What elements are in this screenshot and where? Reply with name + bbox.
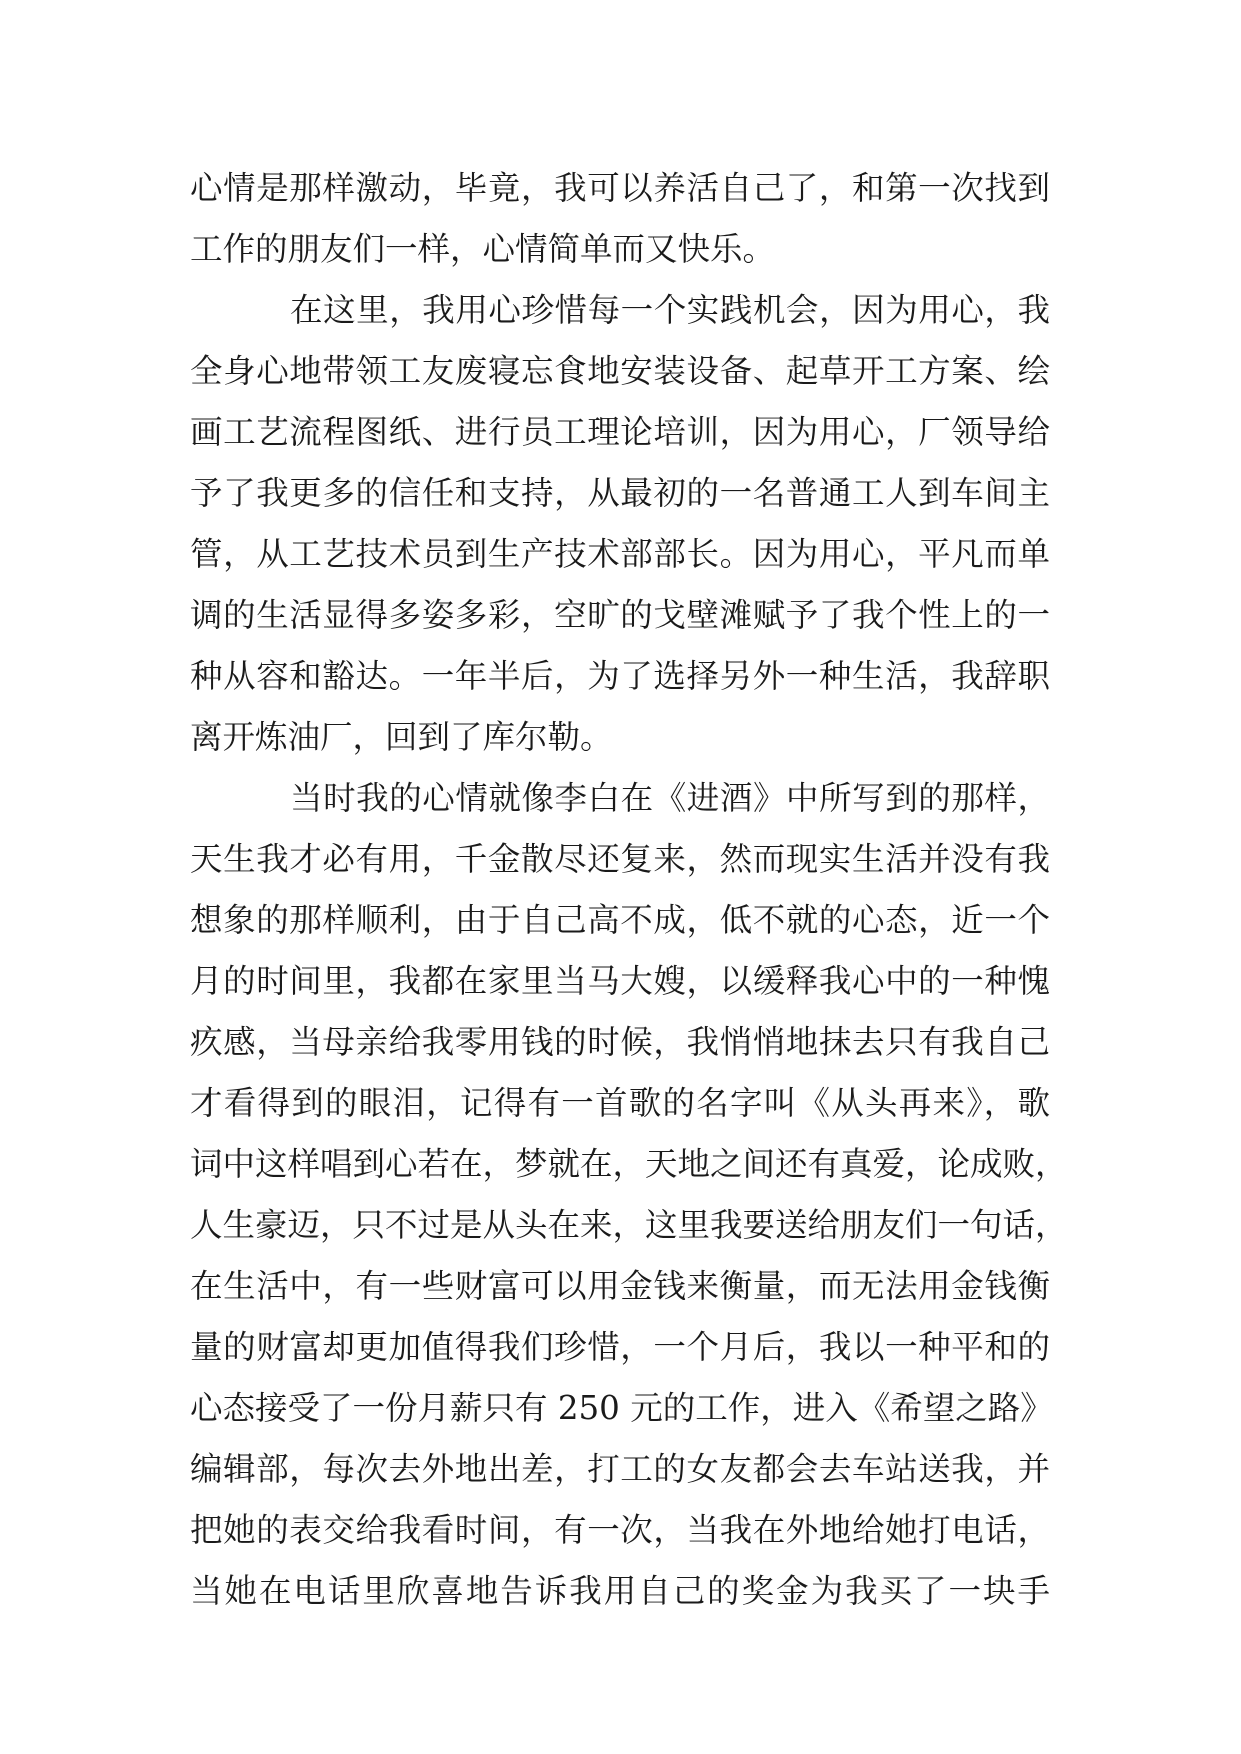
text-line: 把她的表交给我看时间，有一次，当我在外地给她打电话， <box>190 1511 1050 1549</box>
body-text <box>190 158 1068 1622</box>
text-line: 量的财富却更加值得我们珍惜，一个月后，我以一种平和的 <box>190 1328 1050 1366</box>
text-line: 心情是那样激动，毕竟，我可以养活自己了，和第一次找到 <box>190 169 1050 207</box>
text-line: 离开炼油厂，回到了库尔勒。 <box>190 718 613 756</box>
text-line: 予了我更多的信任和支持，从最初的一名普通工人到车间主 <box>190 474 1050 512</box>
text-line: 画工艺流程图纸、进行员工理论培训，因为用心，厂领导给 <box>190 413 1050 451</box>
paragraph-first-line: 在这里，我用心珍惜每一个实践机会，因为用心，我 <box>290 291 1050 329</box>
text-line: 工作的朋友们一样，心情简单而又快乐。 <box>190 230 776 268</box>
text-line: 种从容和豁达。一年半后，为了选择另外一种生活，我辞职 <box>190 657 1050 695</box>
text-line: 人生豪迈，只不过是从头在来，这里我要送给朋友们一句话， <box>190 1206 1068 1244</box>
text-line: 才看得到的眼泪，记得有一首歌的名字叫《从头再来》，歌 <box>190 1084 1050 1122</box>
text-line: 月的时间里，我都在家里当马大嫂，以缓释我心中的一种愧 <box>190 962 1050 1000</box>
text-line: 编辑部，每次去外地出差，打工的女友都会去车站送我，并 <box>190 1450 1050 1488</box>
text-line: 管，从工艺技术员到生产技术部部长。因为用心，平凡而单 <box>190 535 1050 573</box>
text-line: 全身心地带领工友废寝忘食地安装设备、起草开工方案、绘 <box>190 352 1050 390</box>
text-line: 调的生活显得多姿多彩，空旷的戈壁滩赋予了我个性上的一 <box>190 596 1050 634</box>
text-line: 天生我才必有用，千金散尽还复来，然而现实生活并没有我 <box>190 840 1050 878</box>
text-line: 想象的那样顺利，由于自己高不成，低不就的心态，近一个 <box>190 901 1050 939</box>
text-line: 疚感，当母亲给我零用钱的时候，我悄悄地抹去只有我自己 <box>190 1023 1050 1061</box>
paragraph-first-line: 当时我的心情就像李白在《进酒》中所写到的那样， <box>290 779 1050 817</box>
text-line: 在生活中，有一些财富可以用金钱来衡量，而无法用金钱衡 <box>190 1267 1050 1305</box>
text-line: 当她在电话里欣喜地告诉我用自己的奖金为我买了一块手 <box>190 1572 1050 1610</box>
text-line: 词中这样唱到心若在，梦就在，天地之间还有真爱，论成败， <box>190 1145 1068 1183</box>
text-line: 心态接受了一份月薪只有 250 元的工作，进入《希望之路》 <box>190 1389 1053 1427</box>
